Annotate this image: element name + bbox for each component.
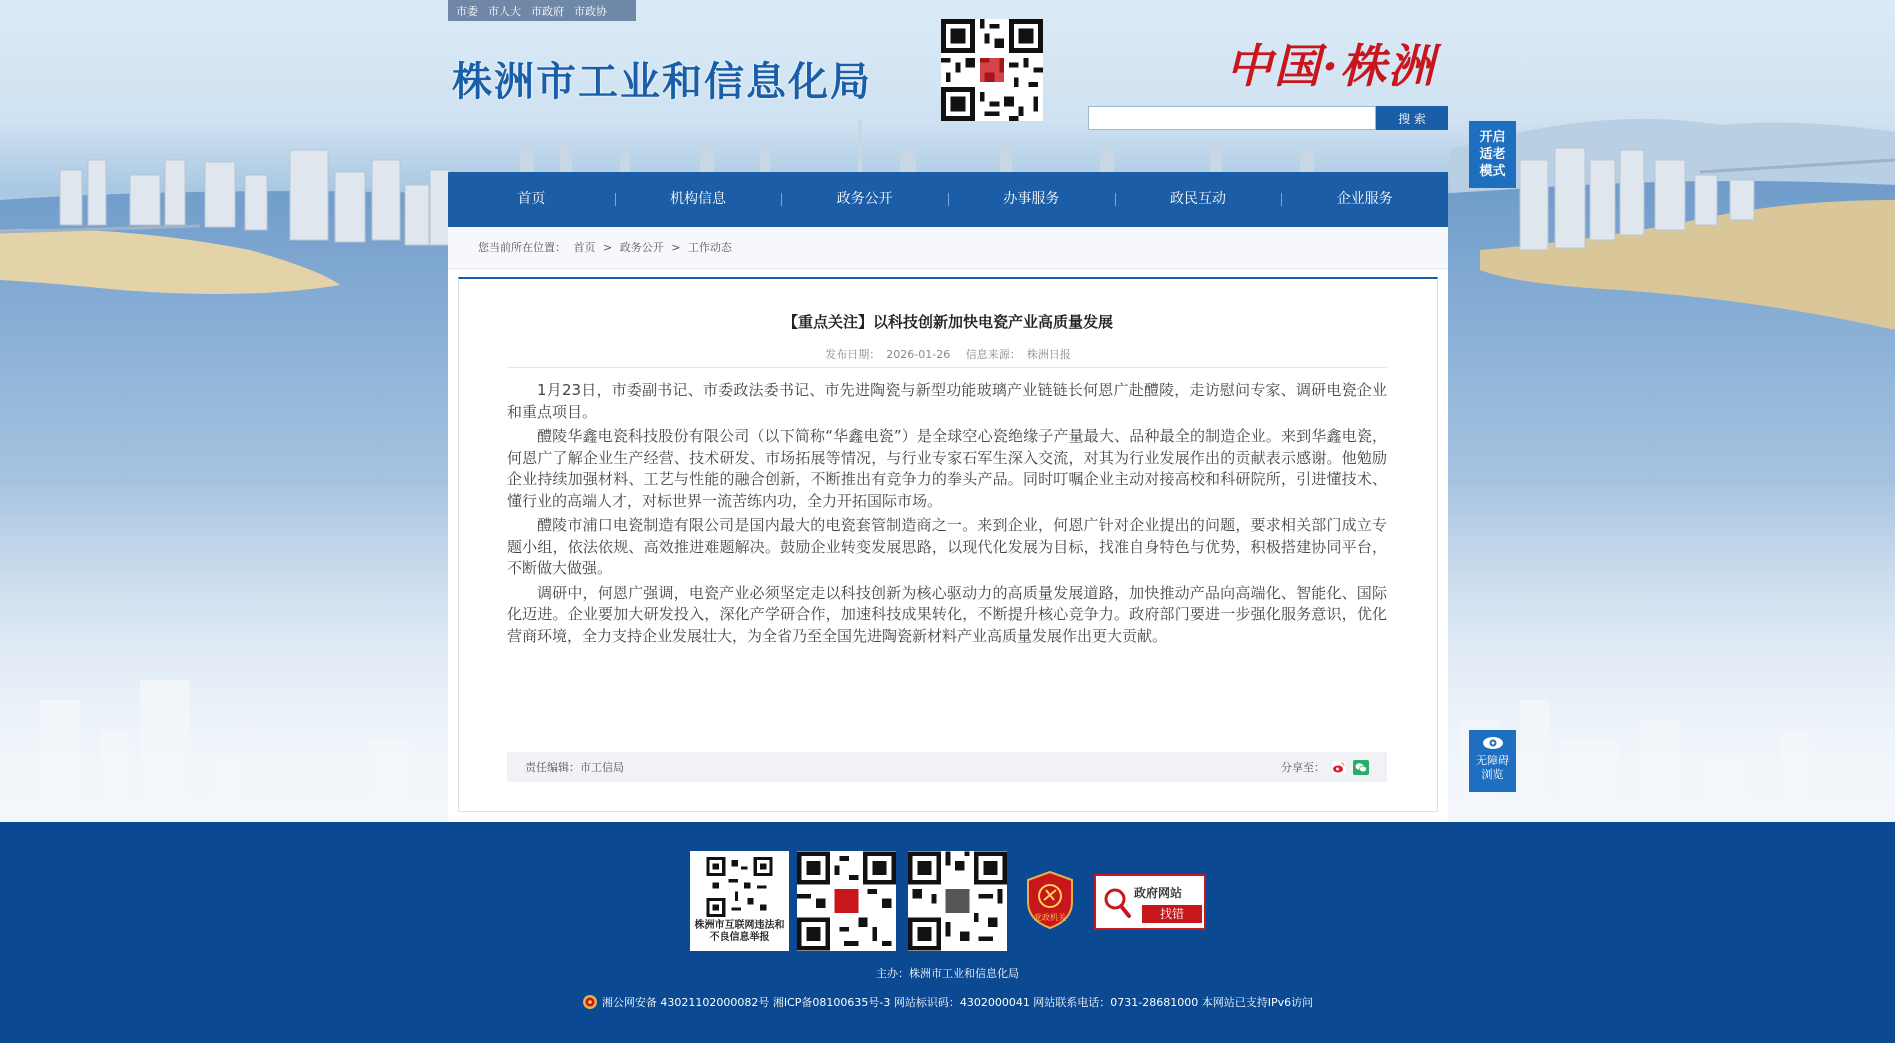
nav-item-services[interactable]: 办事服务 [948,172,1115,227]
qr-code-icon [706,857,773,921]
breadcrumb-separator: > [671,241,681,254]
publish-date-label: 发布日期： [825,348,881,361]
report-qr-caption: 株洲市互联网违法和不良信息举报 [694,920,785,943]
breadcrumb-prefix: 您当前所在位置： [478,241,566,254]
accessibility-label-line1: 无障碍 [1476,754,1509,767]
city-brand-logo: 中国·株洲 [1226,39,1437,93]
top-links-bar [448,0,636,21]
wechat-icon[interactable] [1353,760,1369,775]
party-emblem-icon[interactable] [1024,870,1076,930]
top-link-npc[interactable]: 市人大 [488,4,521,18]
share-label: 分享至： [1281,761,1325,774]
divider [507,367,1387,368]
nav-item-organization[interactable]: 机构信息 [615,172,782,227]
top-link-party-committee[interactable]: 市委 [456,4,478,18]
publish-date: 2026-01-26 [886,348,951,361]
main-nav [448,172,1448,227]
breadcrumb [448,227,1448,269]
gov-site-error-report[interactable] [1094,874,1206,930]
nav-item-interaction[interactable]: 政民互动 [1115,172,1282,227]
search-input[interactable] [1088,106,1376,130]
breadcrumb-government-affairs[interactable]: 政务公开 [619,241,664,254]
accessibility-button[interactable] [1469,730,1516,792]
editor-bar [507,752,1387,782]
report-qr-code[interactable] [690,851,789,951]
nav-item-enterprise-services[interactable]: 企业服务 [1281,172,1448,227]
party-badge-text: 党政机关 [1034,913,1066,922]
article-paragraph: 1月23日，市委副书记、市委政法委书记、市先进陶瓷与新型功能玻璃产业链链长何恩广赴醴陵，走访慰问专家、调研电瓷企业和重点项目。 [507,381,1387,421]
article-container [458,277,1438,812]
article-meta [459,346,1437,362]
footer [0,822,1895,1043]
source-label: 信息来源： [965,348,1021,361]
elderly-mode-button[interactable]: 开启 适老 模式 [1469,121,1516,188]
header-qr-code-icon [941,19,1043,121]
footer-qr-code-icon [908,851,1007,951]
search-bar [1088,106,1448,130]
article-paragraph: 调研中，何恩广强调，电瓷产业必须坚定走以科技创新为核心驱动力的高质量发展道路，加快推动产品向高端化、智能化、国际化迈进。企业要加大研发投入，深化产学研合作，加速科技成果转化，不断提升核心竞争力。政府部门要进一步强化服务意识，优化营商环境，全力支持企业发展壮大，为全省乃至全国先进陶瓷新材料产业高质量发展作出更大贡献。 [507,583,1387,645]
breadcrumb-home[interactable]: 首页 [573,241,596,254]
nav-item-government-affairs[interactable]: 政务公开 [781,172,948,227]
weibo-icon[interactable] [1331,760,1347,775]
content-panel [448,227,1448,822]
footer-legal [0,994,1895,1010]
accessibility-label-line2: 浏览 [1481,768,1504,781]
article-paragraph: 醴陵市浦口电瓷制造有限公司是国内最大的电瓷套管制造商之一。来到企业，何恩广针对企业提出的问题，要求相关部门成立专题小组，依法依规、高效推进难题解决。鼓励企业转变发展思路，以现代化发展为目标，找准自身特色与优势，积极搭建协同平台，不断做大做强。 [507,516,1387,577]
footer-sponsor: 主办：株洲市工业和信息化局 [876,967,1019,980]
editor-info [525,759,624,775]
eye-icon [1482,736,1504,750]
editor-name: 市工信局 [580,761,624,774]
footer-legal-text[interactable]: 湘公网安备 43021102000082号 湘ICP备08100635号-3 网站标识码：4302000041 网站联系电话：0731-28681000 本网站已支持IPv6访问 [601,996,1314,1009]
editor-label: 责任编辑： [525,761,580,774]
footer-qr-code-icon [797,851,896,951]
search-button[interactable]: 搜 索 [1376,106,1448,130]
article-body [507,380,1387,650]
site-title: 株洲市工业和信息化局 [452,59,872,105]
error-badge-action: 找错 [1142,905,1202,923]
top-link-cppcc[interactable]: 市政协 [574,4,607,18]
nav-item-home[interactable]: 首页 [517,191,546,207]
magnifier-icon [1102,886,1132,920]
share-group [1281,759,1369,775]
error-badge-title: 政府网站 [1134,886,1183,900]
breadcrumb-separator: > [603,241,613,254]
article-paragraph: 醴陵华鑫电瓷科技股份有限公司（以下简称“华鑫电瓷”）是全球空心瓷绝缘子产量最大、品种最全的制造企业。来到华鑫电瓷，何恩广了解企业生产经营、技术研发、市场拓展等情况，与行业专家石军生深入交流，对其为行业发展作出的贡献表示感谢。他勉励企业持续加强材料、工艺与性能的融合创新，不断推出有竞争力的拳头产品。同时叮嘱企业主动对接高校和科研院所，引进懂技术、懂行业的高端人才，对标世界一流苦练内功，全力开拓国际市场。 [507,427,1387,510]
article-title: 【重点关注】以科技创新加快电瓷产业高质量发展 [782,313,1113,331]
top-link-government[interactable]: 市政府 [531,4,564,18]
breadcrumb-work-news[interactable]: 工作动态 [687,241,732,254]
police-badge-icon [582,994,598,1010]
source-value: 株洲日报 [1026,348,1071,361]
